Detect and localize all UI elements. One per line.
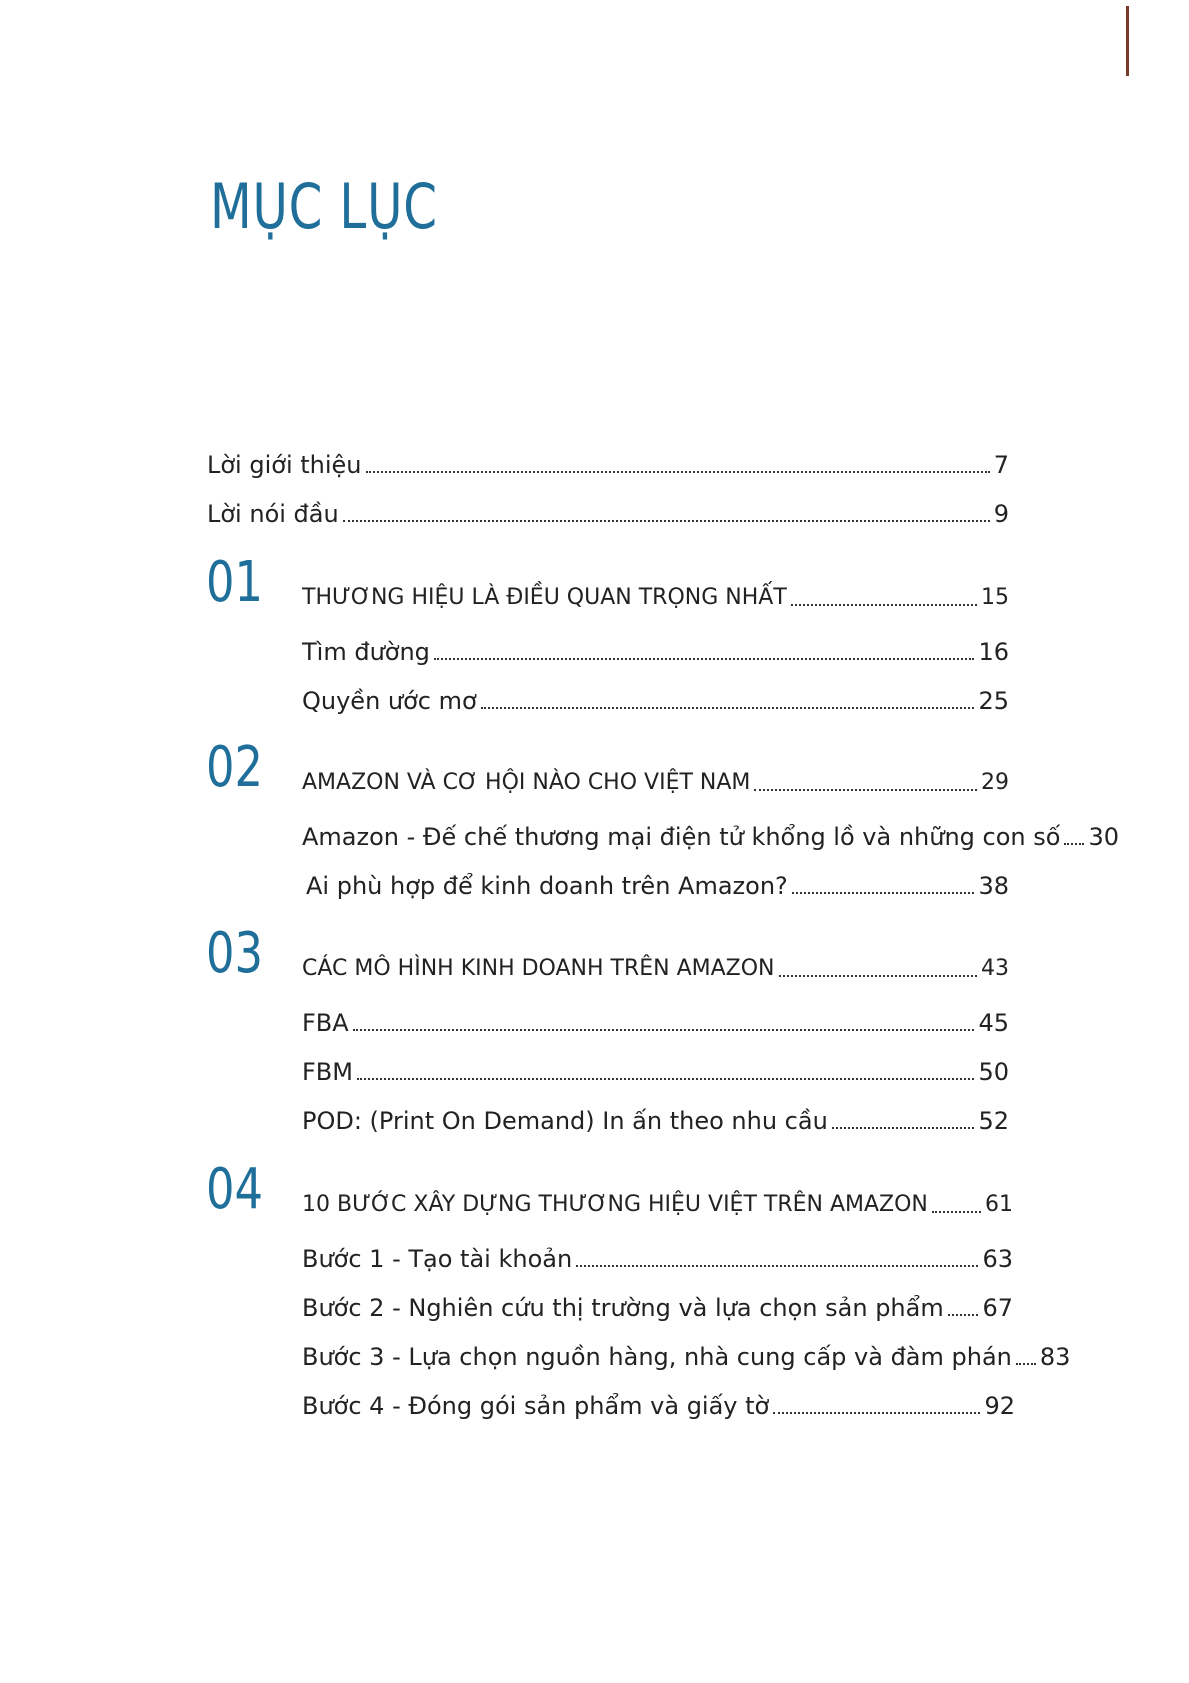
page-title: MỤC LỤC (210, 170, 438, 243)
dot-leader (932, 1211, 981, 1213)
dot-leader (366, 471, 990, 473)
toc-section-page: 63 (982, 1245, 1013, 1273)
toc-section-page: 50 (978, 1058, 1009, 1086)
dot-leader (357, 1078, 974, 1080)
dot-leader (779, 975, 977, 977)
dot-leader (754, 789, 977, 791)
toc-section[interactable] (302, 1293, 1013, 1323)
toc-entry-front-2[interactable] (207, 499, 1009, 529)
dot-leader (434, 658, 975, 660)
toc-section-title: FBM (302, 1058, 353, 1086)
toc-chapter-title: CÁC MÔ HÌNH KINH DOANH TRÊN AMAZON (302, 956, 775, 981)
toc-section-title: Bước 2 - Nghiên cứu thị trường và lựa chọn sản phẩm (302, 1294, 944, 1322)
toc-section[interactable] (302, 822, 1119, 852)
toc-entry-front-1[interactable] (207, 450, 1009, 480)
toc-chapter-title: THƯƠNG HIỆU LÀ ĐIỀU QUAN TRỌNG NHẤT (302, 585, 787, 610)
toc-chapter-page: 29 (981, 770, 1009, 795)
dot-leader (792, 892, 975, 894)
chapter-number: 03 (206, 921, 264, 986)
toc-chapter-title: 10 BƯỚC XÂY DỰNG THƯƠNG HIỆU VIỆT TRÊN AMAZON (302, 1192, 928, 1217)
toc-section[interactable] (302, 637, 1009, 667)
toc-section[interactable] (302, 1008, 1009, 1038)
dot-leader (1064, 843, 1084, 845)
chapter-number: 02 (206, 735, 264, 800)
chapter-number: 04 (206, 1157, 264, 1222)
toc-section[interactable] (302, 1391, 1015, 1421)
toc-chapter-4[interactable] (302, 1190, 1013, 1220)
toc-section-title: Quyền ước mơ (302, 687, 477, 715)
toc-section-title: Bước 3 - Lựa chọn nguồn hàng, nhà cung cấp và đàm phán (302, 1343, 1012, 1371)
toc-chapter-page: 43 (981, 956, 1009, 981)
dot-leader (353, 1029, 975, 1031)
toc-section-title: Ai phù hợp để kinh doanh trên Amazon? (306, 872, 788, 900)
toc-chapter-3[interactable] (302, 954, 1009, 984)
toc-section-title: Tìm đường (302, 638, 430, 666)
dot-leader (1016, 1363, 1036, 1365)
toc-section[interactable] (302, 1057, 1009, 1087)
toc-entry-title: Lời giới thiệu (207, 451, 362, 479)
toc-section-title: FBA (302, 1009, 349, 1037)
toc-chapter-page: 15 (981, 585, 1009, 610)
toc-section[interactable] (302, 1342, 1071, 1372)
toc-section[interactable] (302, 1244, 1013, 1274)
toc-section-page: 67 (982, 1294, 1013, 1322)
toc-section-page: 92 (984, 1392, 1015, 1420)
dot-leader (773, 1412, 980, 1414)
toc-entry-page: 7 (993, 451, 1009, 479)
dot-leader (832, 1127, 975, 1129)
toc-section-page: 52 (978, 1107, 1009, 1135)
toc-section-page: 83 (1039, 1343, 1071, 1371)
toc-section[interactable] (302, 686, 1009, 716)
toc-entry-title: Lời nói đầu (207, 500, 339, 528)
dot-leader (576, 1265, 978, 1267)
toc-chapter-page: 61 (985, 1192, 1013, 1217)
toc-section[interactable] (302, 1106, 1009, 1136)
toc-chapter-2[interactable] (302, 768, 1009, 798)
chapter-number: 01 (206, 550, 264, 615)
toc-section-page: 25 (978, 687, 1009, 715)
toc-entry-page: 9 (993, 500, 1009, 528)
toc-section-title: Bước 4 - Đóng gói sản phẩm và giấy tờ (302, 1392, 770, 1420)
toc-section-title: POD: (Print On Demand) In ấn theo nhu cầu (302, 1107, 828, 1135)
page-edge-mark (1126, 6, 1129, 76)
dot-leader (343, 520, 990, 522)
toc-section-title: Bước 1 - Tạo tài khoản (302, 1245, 573, 1273)
toc-section-page: 45 (978, 1009, 1009, 1037)
toc-section-title: Amazon - Đế chế thương mại điện tử khổng lồ và những con số (302, 823, 1061, 851)
toc-section-page: 30 (1088, 823, 1119, 851)
toc-section-page: 38 (978, 872, 1009, 900)
toc-section-page: 16 (978, 638, 1009, 666)
toc-section[interactable] (306, 871, 1009, 901)
dot-leader (791, 604, 977, 606)
dot-leader (948, 1314, 979, 1316)
dot-leader (481, 707, 975, 709)
toc-chapter-title: AMAZON VÀ CƠ HỘI NÀO CHO VIỆT NAM (302, 770, 751, 795)
toc-chapter-1[interactable] (302, 583, 1009, 613)
